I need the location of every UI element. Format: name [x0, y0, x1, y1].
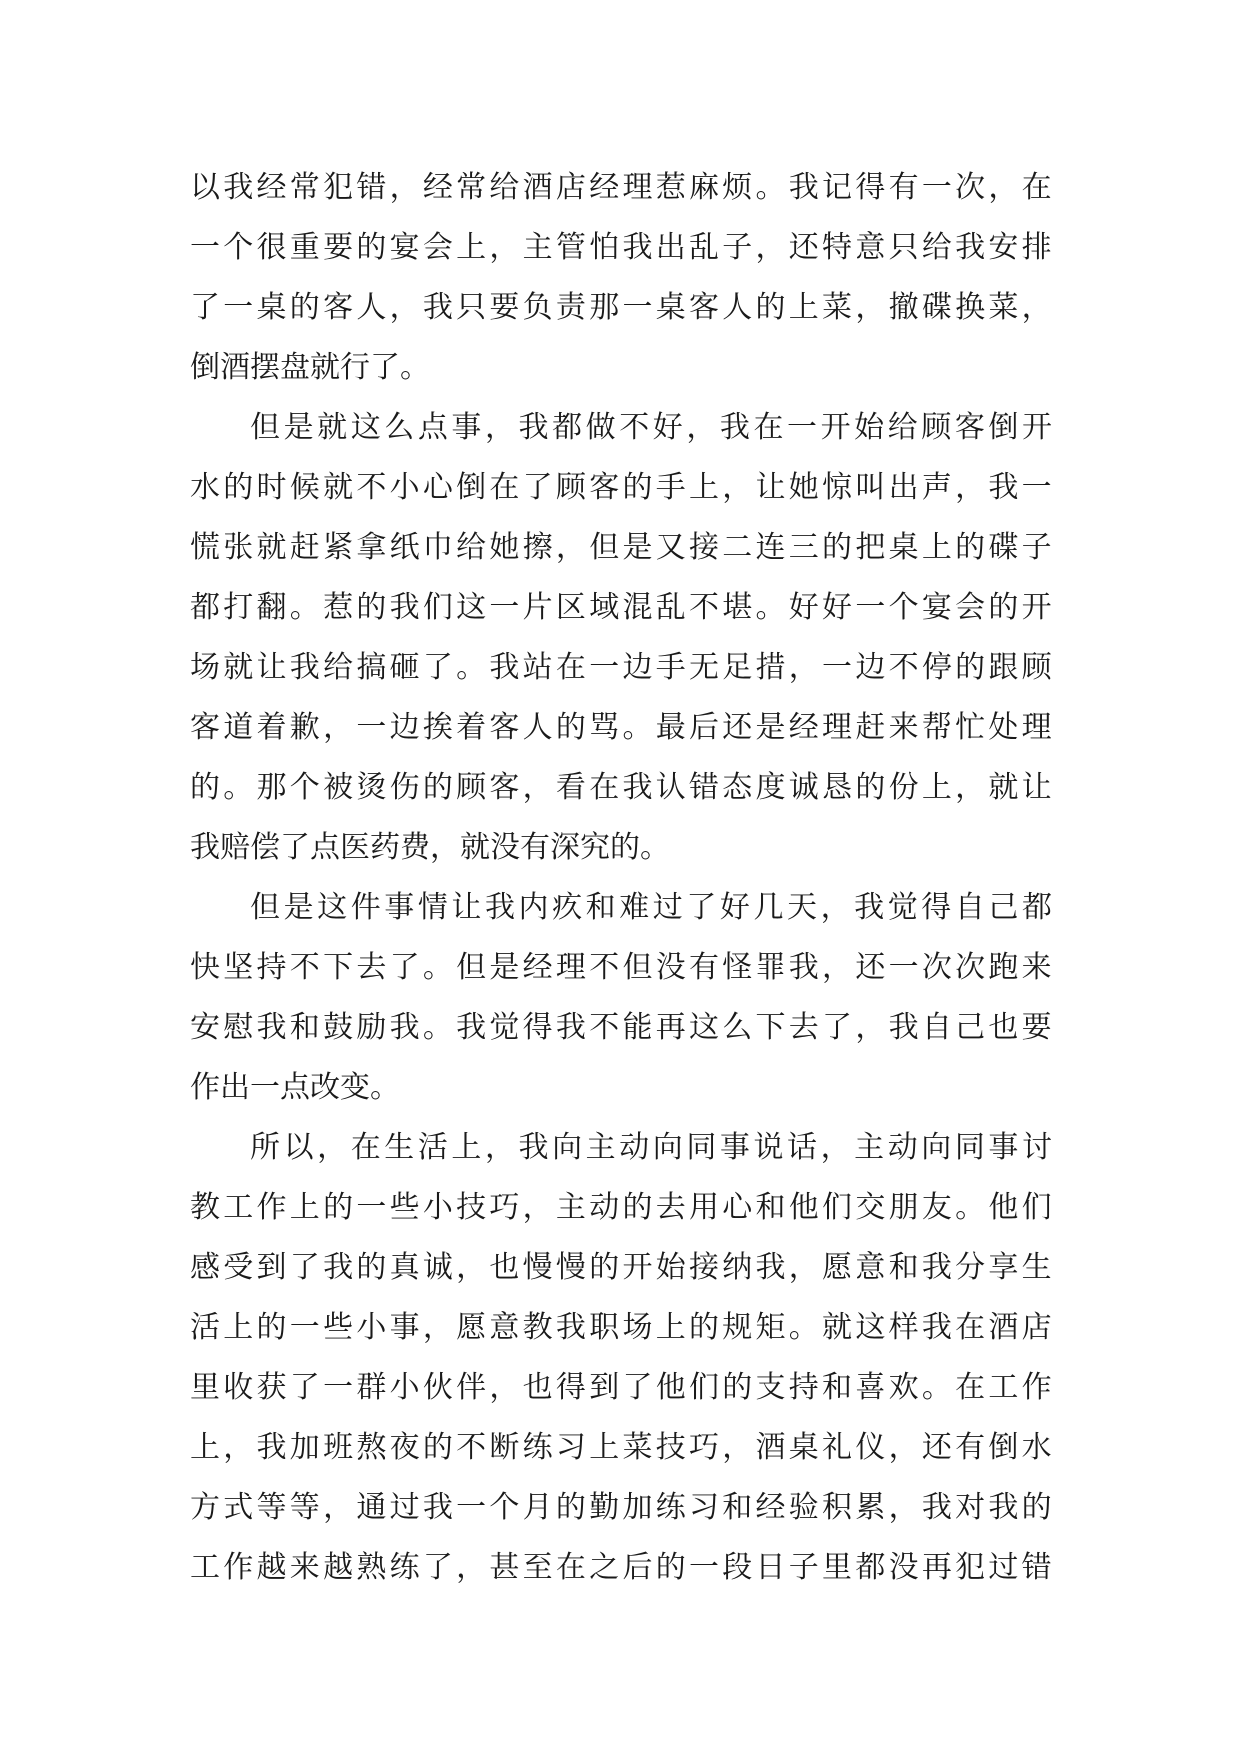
text-line: 方 式 等 等 ， 通 过 我 一 个 月 的 勤 加 练 习 和 经 验 积 累 ， 我 对 我 的 — [190, 1490, 1052, 1525]
text-line: 场 就 让 我 给 搞 砸 了 。 我 站 在 一 边 手 无 足 措 ， 一 边 不 停 的 跟 顾 — [190, 650, 1052, 685]
text-line: 教 工 作 上 的 一 些 小 技 巧 ， 主 动 的 去 用 心 和 他 们 交 朋 友 。 他 们 — [190, 1190, 1052, 1225]
text-line: 安 慰 我 和 鼓 励 我 。 我 觉 得 我 不 能 再 这 么 下 去 了 ， 我 自 己 也 要 — [190, 1010, 1052, 1045]
text-line: 以 我 经 常 犯 错 ， 经 常 给 酒 店 经 理 惹 麻 烦 。 我 记 得 有 一 次 ， 在 — [190, 170, 1052, 205]
text-line: 都 打 翻 。 惹 的 我 们 这 一 片 区 域 混 乱 不 堪 。 好 好 一 个 宴 会 的 开 — [190, 590, 1052, 625]
text-line: 活 上 的 一 些 小 事 ， 愿 意 教 我 职 场 上 的 规 矩 。 就 这 样 我 在 酒 店 — [190, 1310, 1052, 1345]
text-line: 但 是 这 件 事 情 让 我 内 疚 和 难 过 了 好 几 天 ， 我 觉 得 自 己 都 — [250, 890, 1052, 925]
text-line: 工 作 越 来 越 熟 练 了 ， 甚 至 在 之 后 的 一 段 日 子 里 都 没 再 犯 过 错 — [190, 1550, 1052, 1585]
text-line: 里 收 获 了 一 群 小 伙 伴 ， 也 得 到 了 他 们 的 支 持 和 喜 欢 。 在 工 作 — [190, 1370, 1052, 1405]
text-line: 倒酒摆盘就行了。 — [190, 350, 430, 385]
text-line: 水 的 时 候 就 不 小 心 倒 在 了 顾 客 的 手 上 ， 让 她 惊 叫 出 声 ， 我 一 — [190, 470, 1052, 505]
text-line: 快 坚 持 不 下 去 了 。 但 是 经 理 不 但 没 有 怪 罪 我 ， 还 一 次 次 跑 来 — [190, 950, 1052, 985]
text-line: 上 ， 我 加 班 熬 夜 的 不 断 练 习 上 菜 技 巧 ， 酒 桌 礼 仪 ， 还 有 倒 水 — [190, 1430, 1052, 1465]
text-line: 慌 张 就 赶 紧 拿 纸 巾 给 她 擦 ， 但 是 又 接 二 连 三 的 把 桌 上 的 碟 子 — [190, 530, 1052, 565]
text-line: 了 一 桌 的 客 人 ， 我 只 要 负 责 那 一 桌 客 人 的 上 菜 ， 撤 碟 换 菜 ， — [190, 290, 1052, 325]
document-body-text — [190, 158, 1052, 1598]
text-line: 作出一点改变。 — [190, 1070, 400, 1105]
text-line: 感 受 到 了 我 的 真 诚 ， 也 慢 慢 的 开 始 接 纳 我 ， 愿 意 和 我 分 享 生 — [190, 1250, 1052, 1285]
text-line: 客 道 着 歉 ， 一 边 挨 着 客 人 的 骂 。 最 后 还 是 经 理 赶 来 帮 忙 处 理 — [190, 710, 1052, 745]
text-line: 的 。 那 个 被 烫 伤 的 顾 客 ， 看 在 我 认 错 态 度 诚 恳 的 份 上 ， 就 让 — [190, 770, 1052, 805]
text-line: 但 是 就 这 么 点 事 ， 我 都 做 不 好 ， 我 在 一 开 始 给 顾 客 倒 开 — [250, 410, 1052, 445]
text-line: 一 个 很 重 要 的 宴 会 上 ， 主 管 怕 我 出 乱 子 ， 还 特 意 只 给 我 安 排 — [190, 230, 1052, 265]
text-line: 我赔偿了点医药费，就没有深究的。 — [190, 830, 670, 865]
text-line: 所 以 ， 在 生 活 上 ， 我 向 主 动 向 同 事 说 话 ， 主 动 向 同 事 讨 — [250, 1130, 1052, 1165]
